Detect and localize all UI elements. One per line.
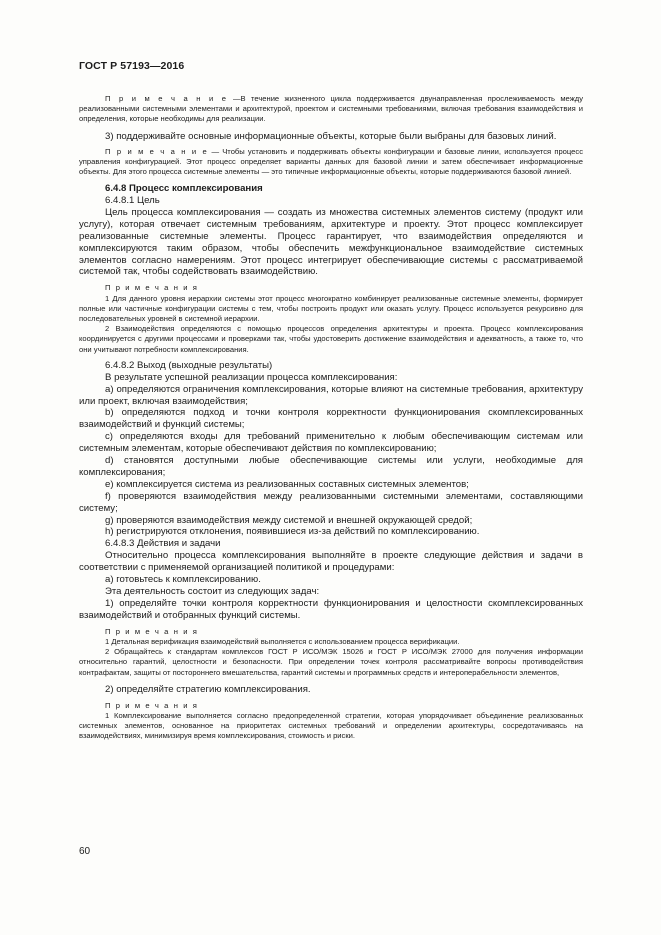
outcomes-intro: В результате успешной реализации процесса комплексирования: — [105, 371, 398, 383]
page-content — [79, 94, 583, 741]
activities-intro: Относительно процесса комплексирования выполняйте в проекте следующие действия и задачи в соответствии с применяемой организацией политикой и процедурами: — [79, 550, 583, 574]
notes-title: П р и м е ч а н и я — [105, 700, 199, 710]
notes-title: П р и м е ч а н и я — [105, 626, 199, 636]
outcome-item: d) становятся доступными любые обеспечивающие системы или услуги, необходимые для комплексирования; — [79, 455, 583, 478]
task-item: 1) определяйте точки контроля корректности функционирования и целостности скомплексированных взаимодействий и отобранных функций системы. — [79, 597, 583, 621]
outcome-item: e) комплексируется система из реализованных составных системных элементов; — [105, 478, 469, 490]
note-item: 1 Для данного уровня иерархии системы этот процесс многократно комбинирует реализованные системные элементы, формирует полные или частичные конфигурации системы с тем, чтобы построить продукт или оказать услугу. Процесс используется рекурсивно для последовательных уровней в системной иерархии. — [79, 293, 583, 323]
page-number: 60 — [79, 846, 91, 857]
notes-title: П р и м е ч а н и я — [105, 283, 199, 293]
outcome-item: h) регистрируются отклонения, появившиеся из-за действий по комплексированию. — [105, 526, 480, 538]
note-item: 2 Взаимодействия определяются с помощью процессов определения архитектуры и проекта. Процесс комплексирования координируется с другими процессами и проверками так, чтобы удостоверить достижение взаимодействия и адекватность, а также то, что они учитывают потребности комплексирования. — [79, 324, 583, 354]
note-label: П р и м е ч а н и е — [105, 146, 209, 156]
task-item: 2) определяйте стратегию комплексирования. — [105, 683, 311, 695]
note-text: —В течение жизненного цикла поддерживается двунаправленная прослеживаемость между реализованными системными элементами и архитектурой, проектом и системными требованиями, включая требования взаимодействия и определения, которые необходимы для реализации. — [79, 94, 584, 124]
outcome-item: g) проверяются взаимодействия между системой и внешней окружающей средой; — [105, 514, 473, 526]
section-heading: 6.4.8 Процесс комплексирования — [105, 183, 263, 195]
note-paragraph — [79, 94, 583, 125]
subsection-heading: 6.4.8.2 Выход (выходные результаты) — [105, 359, 273, 371]
activity-item: a) готовьтесь к комплексированию. — [105, 574, 261, 586]
purpose-paragraph: Цель процесса комплексирования — создать из множества системных элементов систему (продукт или услугу), которая отвечает системным требованиям, архитектуре и проекту. Этот процесс комплексирует реализованные системные элементы. Процесс гарантирует, что взаимодействия определяются и комплексируются таким образом, чтобы обеспечить межфункциональное взаимодействие системных элементов согласно намерениям. Этот процесс интегрирует обеспечивающие системы с рассматриваемой системой так, чтобы содействовать взаимодействию. — [79, 206, 583, 278]
standard-header: ГОСТ Р 57193—2016 — [79, 60, 185, 72]
outcome-item: c) определяются входы для требований применительно к любым обеспечивающим системам или системным элементам, которые обеспечивают действия по комплексированию; — [79, 431, 583, 455]
note-item: 1 Комплексирование выполняется согласно предопределенной стратегии, которая упорядочивает объединение реализованных системных элементов, основанное на приоритетах системных требований и определении архитектуры, сосредотачиваясь на взаимодействиях, минимизируя время комплексирования, стоимость и риски. — [79, 710, 583, 741]
note-paragraph — [79, 147, 583, 178]
outcome-item: a) определяются ограничения комплексирования, которые влияют на системные требования, архитектуру или проект, включая взаимодействия; — [79, 383, 583, 407]
note-item: 1 Детальная верификация взаимодействий выполняется с использованием процесса верификации. — [105, 636, 460, 646]
note-text: — Чтобы установить и поддерживать объекты конфигурации и базовые линии, используется процесс управления конфигурацией. Этот процесс определяет варианты данных для базовой линии и затем обеспечивает информационные объекты. Для этого процесса системные элементы — это типичные информационные объекты, которые поддерживаются базовой линией. — [79, 146, 583, 176]
subsection-heading: 6.4.8.3 Действия и задачи — [105, 538, 221, 550]
list-item-3: 3) поддерживайте основные информационные объекты, которые были выбраны для базовых линий. — [105, 130, 557, 142]
activity-intro: Эта деятельность состоит из следующих задач: — [105, 586, 320, 598]
note-label: П р и м е ч а н и е — [105, 94, 228, 103]
outcome-item: f) проверяются взаимодействия между реализованными системными элементами, составляющими систему; — [79, 490, 583, 514]
note-item: 2 Обращайтесь к стандартам комплексов ГОСТ Р ИСО/МЭК 15026 и ГОСТ Р ИСО/МЭК 27000 для получения информации относительно гарантий, целостности и безопасности. При определении точек контроля рассматривайте вопросы противодействия контрафактам, защиты от постороннего вмешательства, гарантий системы и программных средств и интероперабельности элементов, — [79, 647, 583, 677]
outcome-item: b) определяются подход и точки контроля корректности функционирования скомплексированных взаимодействий и функций системы; — [79, 407, 583, 431]
subsection-heading: 6.4.8.1 Цель — [105, 195, 160, 207]
